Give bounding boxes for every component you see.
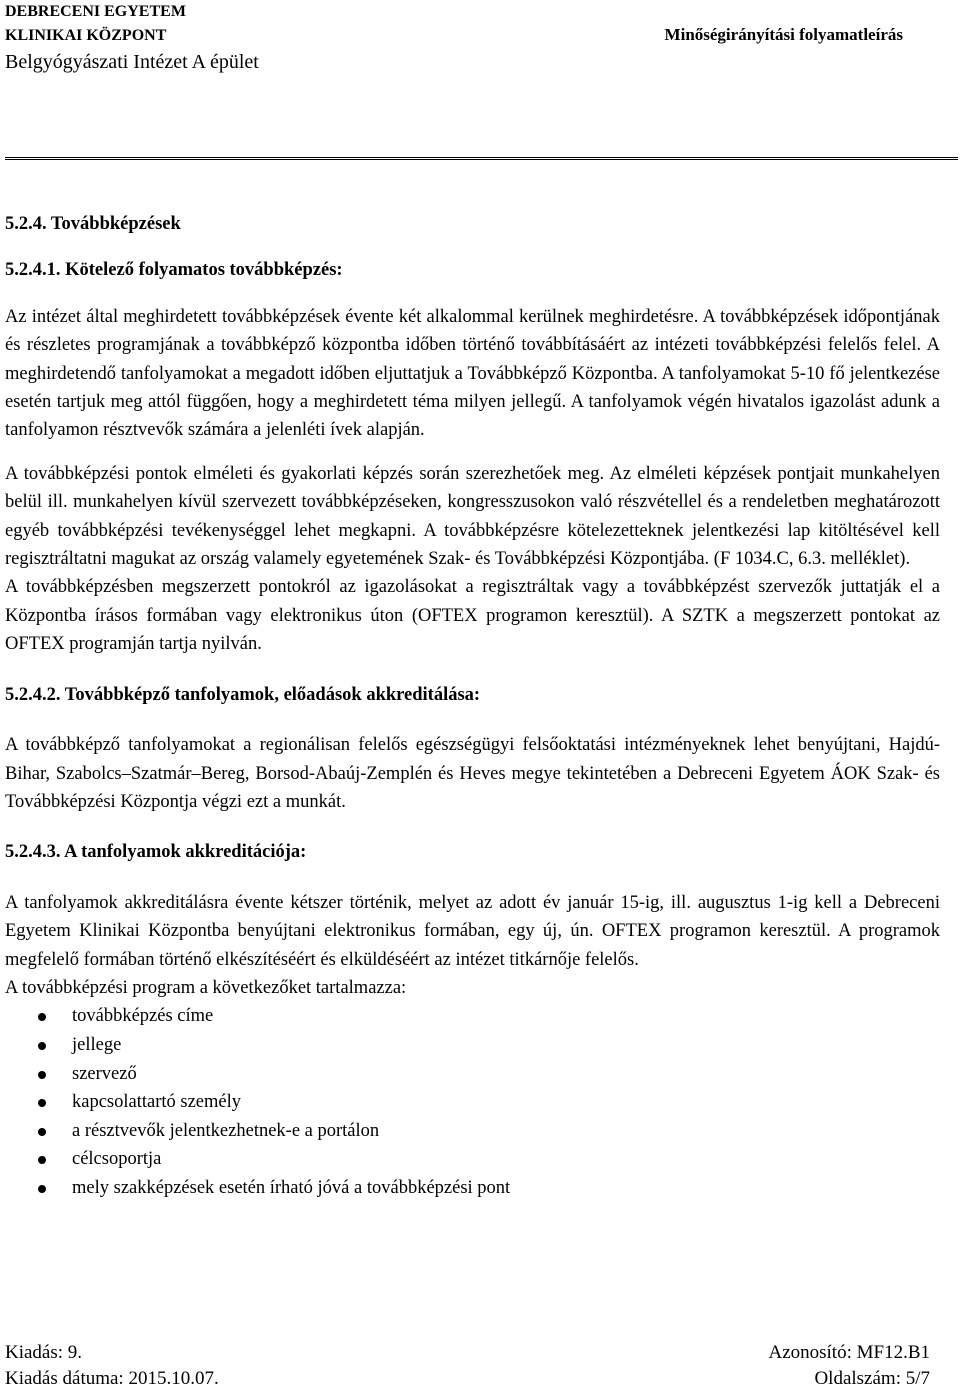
- paragraph-program-contents-intro: A továbbképzési program a következőket tartalmazza:: [5, 977, 407, 998]
- paragraph-training-announcement: Az intézet által meghirdetett továbbképzések évente két alkalommal kerülnek meghirdetésre. A továbbképzések időpontjának és részletes programjának a továbbképző központba időben történő továbbításáért az intézeti továbbképzési felelős felel. A meghirdetendő tanfolyamokat a megadott időben eljuttatjuk a Továbbképző Központba. A tanfolyamokat 5-10 fő jelentkezése esetén tartjuk meg attól függően, hogy a meghirdetett téma milyen jellegű. A tanfolyamok végén hivatalos igazolást adunk a tanfolyamon résztvevők számára a jelenléti ívek alapján.: [5, 306, 940, 441]
- list-item: továbbképzés címe: [5, 1002, 940, 1031]
- bullet-icon: [38, 1071, 46, 1079]
- section-heading-accreditation-process: 5.2.4.3. A tanfolyamok akkreditációja:: [5, 842, 307, 863]
- paragraph-point-certificates: A továbbképzésben megszerzett pontokról az igazolásokat a regisztráltak vagy a továbbképzést szervezők juttatják el a Központba írásos formában vagy elektronikus úton (OFTEX programon keresztül). A SZTK a megszerzett pontokat az OFTEX programján tartja nyilván.: [5, 577, 940, 655]
- header-left: [5, 0, 259, 76]
- list-item: jellege: [5, 1031, 940, 1060]
- paragraph-accreditation-deadlines: A tanfolyamok akkreditálásra évente kétszer történik, melyet az adott év január 15-ig, ill. augusztus 1-ig kell a Debreceni Egyetem Klinikai Központba benyújtani elektronikus formában, egy új, ún. OFTEX programon keresztül. A programok megfelelő formában történő elkészítéséért és elküldéséért az intézet titkárnője felelős.: [5, 892, 940, 970]
- header-doc-type: Minőségirányítási folyamatleírás: [664, 25, 903, 44]
- list-item: mely szakképzések esetén írható jóvá a továbbképzési pont: [5, 1174, 940, 1203]
- list-item: célcsoportja: [5, 1145, 940, 1174]
- footer-edition: Kiadás: 9.: [5, 1342, 83, 1363]
- footer-edition-date: Kiadás dátuma: 2015.10.07.: [5, 1368, 219, 1389]
- bullet-icon: [38, 1013, 46, 1021]
- header-institute: Belgyógyászati Intézet A épület: [5, 51, 259, 73]
- section-heading-continuing-education: 5.2.4. Továbbképzések: [5, 214, 181, 234]
- list-item: szervező: [5, 1060, 940, 1089]
- header-university: DEBRECENI EGYETEM: [5, 3, 186, 20]
- bullet-icon: [38, 1099, 46, 1107]
- section-heading-course-accreditation: 5.2.4.2. Továbbképző tanfolyamok, előadások akkreditálása:: [5, 684, 481, 705]
- program-contents-list: [5, 1002, 940, 1202]
- footer-row-1: [5, 1340, 930, 1366]
- bullet-icon: [38, 1042, 46, 1050]
- page-footer: [5, 1340, 930, 1392]
- header-center: KLINIKAI KÖZPONT: [5, 27, 167, 44]
- footer-page-number: Oldalszám: 5/7: [814, 1368, 930, 1389]
- section-heading-mandatory-training: 5.2.4.1. Kötelező folyamatos továbbképzés:: [5, 260, 343, 281]
- paragraph-training-points: A továbbképzési pontok elméleti és gyakorlati képzés során szerezhetőek meg. Az elméleti képzések pontjait munkahelyen belül ill. munkahelyen kívül szervezett továbbképzéseken, kongresszusokon való részvétellel és a rendeletben meghatározott egyéb továbbképzési tevékenységgel lehet megkapni. A továbbképzésre kötelezetteknek jelentkezési lap kitöltésével kell regisztráltatni magukat az ország valamely egyetemének Szak- és Továbbképzési Központjába. (F 1034.C, 6.3. melléklet).: [5, 463, 940, 570]
- footer-document-id: Azonosító: MF12.B1: [768, 1342, 930, 1363]
- list-item: kapcsolattartó személy: [5, 1088, 940, 1117]
- header-divider: [5, 157, 958, 160]
- bullet-icon: [38, 1156, 46, 1164]
- paragraph-regional-submission: A továbbképző tanfolyamokat a regionálisan felelős egészségügyi felsőoktatási intézményeknek lehet benyújtani, Hajdú-Bihar, Szabolcs–Szatmár–Bereg, Borsod-Abaúj-Zemplén és Heves megye tekintetében a Debreceni Egyetem ÁOK Szak- és Továbbképzési Központja végzi ezt a munkát.: [5, 735, 940, 812]
- list-item: a résztvevők jelentkezhetnek-e a portálon: [5, 1117, 940, 1146]
- bullet-icon: [38, 1185, 46, 1193]
- bullet-icon: [38, 1128, 46, 1136]
- document-body: [5, 210, 940, 1203]
- footer-row-2: [5, 1366, 930, 1392]
